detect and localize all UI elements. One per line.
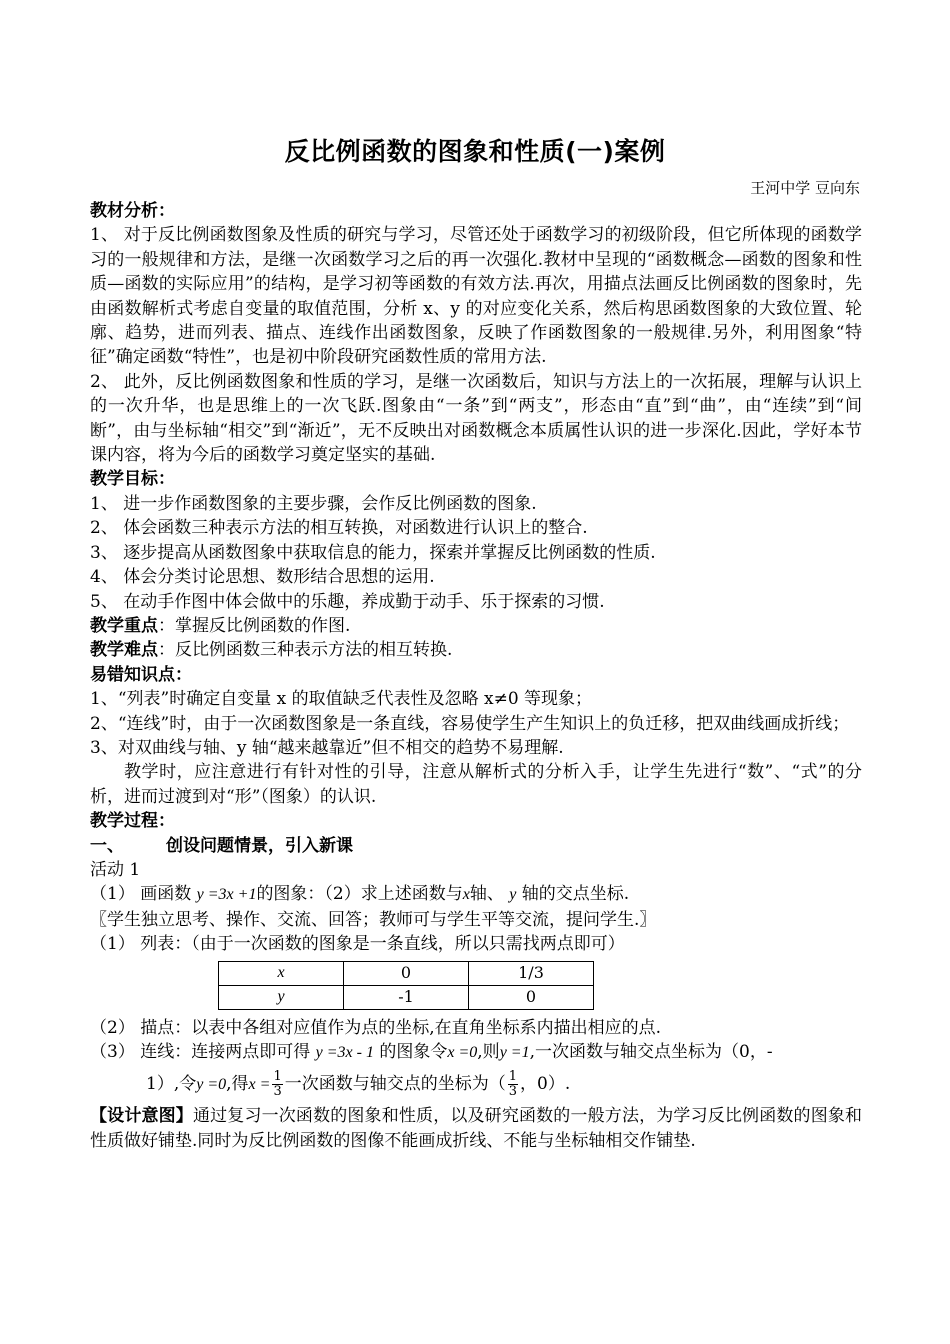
equation: x =0 — [447, 1044, 478, 1061]
mistake-item: 2、“连线”时，由于一次函数图象是一条直线，容易使学生产生知识上的负迁移，把双曲线画成折线； — [90, 713, 850, 734]
fraction-denominator: 3 — [508, 1084, 518, 1100]
goal-item: 1、 进一步作函数图象的主要步骤，会作反比例函数的图象. — [90, 493, 537, 514]
teaching-note: 教学时，应注意进行有针对性的引导，注意从解析式的分析入手，让学生先进行“数”、“式”的分析，进而过渡到对“形”（图象）的认识. — [90, 762, 862, 807]
difficult-point-text: ：反比例函数三种表示方法的相互转换. — [158, 640, 453, 661]
step-text: ,得 — [226, 1074, 249, 1095]
table-row — [219, 961, 594, 985]
difficult-point — [90, 638, 862, 662]
fraction-one-third — [272, 1070, 282, 1099]
table-cell: -1 — [344, 985, 469, 1009]
question-text: 轴的交点坐标. — [521, 884, 630, 905]
document-title: 反比例函数的图象和性质(一)案例 — [284, 137, 666, 166]
goal-item: 3、 逐步提高从函数图象中获取信息的能力，探索并掌握反比例函数的性质. — [90, 542, 656, 563]
goal-item: 4、 体会分类讨论思想、数形结合思想的运用. — [90, 567, 435, 588]
key-point-label: 教学重点 — [90, 615, 158, 636]
subsection-heading — [90, 834, 862, 858]
variable-y: y — [509, 886, 517, 904]
step-list-table: （1） 列表：（由于一次函数的图象是一条直线，所以只需找两点即可） — [90, 934, 625, 955]
paragraph-analysis-1: 1、 对于反比例函数图象及性质的研究与学习，尽管还处于函数学习的初级阶段，但它所体现的函数学习的一般规律和方法，是继一次函数学习之后的再一次强化.教材中呈现的“函数概念—函数的图象和性质—函数的实际应用”的结构，是学习初等函数的有效方法.再次，用描点法画反比例函数的图象时，先由函数解析式考虑自变量的取值范围，分析 x、y 的对应变化关系，然后构思函数图象的大致位置、轮廓、趋势，进而列表、描点、连线作出函数图象，反映了作函数图象的一般规律.另外，利用图象“特征”确定函数“特性”，也是初中阶段研究函数性质的常用方法. — [90, 225, 862, 368]
step-text: （3） 连线：连接两点即可得 — [90, 1042, 311, 1062]
question-text: 轴、 — [469, 884, 504, 905]
section-heading-process: 教学过程： — [90, 811, 175, 832]
equation: x = — [248, 1076, 271, 1094]
table-cell: 0 — [469, 985, 594, 1009]
step-text: ,一次函数与轴交点坐标为（0，- — [529, 1042, 773, 1062]
table-cell: y — [219, 985, 344, 1009]
step-text: ，0）. — [520, 1074, 571, 1095]
question-text: 的图象：（2）求上述函数与 — [256, 884, 463, 905]
step-connect-continued — [90, 1065, 862, 1104]
design-intent — [90, 1104, 862, 1153]
subsection-number: 一、 — [90, 835, 124, 856]
section-heading-goals: 教学目标： — [90, 469, 175, 490]
table-cell: x — [219, 961, 344, 985]
step-text: 的图象令 — [379, 1042, 448, 1062]
guide-note: 〖学生独立思考、操作、交流、回答；教师可与学生平等交流，提问学生.〗 — [90, 909, 657, 930]
question-text: （1） 画函数 — [90, 884, 192, 905]
section-heading-analysis: 教材分析： — [90, 201, 175, 221]
fraction-numerator: 1 — [273, 1069, 282, 1085]
step-connect — [90, 1040, 862, 1065]
fraction-one-third — [508, 1070, 518, 1099]
subsection-title: 创设问题情景，引入新课 — [166, 835, 353, 856]
mistake-item: 3、对双曲线与轴、y 轴“越来越靠近”但不相交的趋势不易理解. — [90, 737, 564, 758]
design-intent-label: 【设计意图】 — [90, 1106, 193, 1127]
goal-item: 5、 在动手作图中体会做中的乐趣，养成勤于动手、乐于探索的习惯. — [90, 591, 605, 612]
key-point-text: ：掌握反比例函数的作图. — [158, 615, 351, 636]
table-cell: 1/3 — [469, 961, 594, 985]
author-line: 王河中学 豆向东 — [750, 179, 860, 197]
step-plot-points: （2） 描点：以表中各组对应值作为点的坐标,在直角坐标系内描出相应的点. — [90, 1017, 662, 1038]
equation: y =3x +1 — [196, 886, 257, 904]
step-text: ,则 — [477, 1042, 500, 1062]
value-table — [218, 961, 594, 1010]
equation: y =0 — [196, 1076, 227, 1094]
mistake-item: 1、“列表”时确定自变量 x 的取值缺乏代表性及忽略 x≠0 等现象； — [90, 689, 593, 710]
document-body — [90, 199, 862, 1153]
activity-label: 活动 1 — [90, 859, 141, 880]
difficult-point-label: 教学难点 — [90, 640, 158, 661]
design-intent-text: 通过复习一次函数的图象和性质，以及研究函数的一般方法，为学习反比例函数的图象和性质做好铺垫.同时为反比例函数的图像不能画成折线、不能与坐标轴相交作铺垫. — [90, 1106, 863, 1151]
table-cell: 0 — [344, 961, 469, 985]
equation: y =3x - 1 — [315, 1044, 374, 1061]
equation: y =1 — [499, 1044, 530, 1061]
goal-item: 2、 体会函数三种表示方法的相互转换，对函数进行认识上的整合. — [90, 518, 588, 539]
fraction-numerator: 1 — [508, 1069, 518, 1085]
step-text: 1）,令 — [146, 1074, 197, 1095]
step-text: 一次函数与轴交点的坐标为（ — [284, 1074, 506, 1095]
fraction-denominator: 3 — [273, 1084, 282, 1100]
table-row — [219, 985, 594, 1009]
activity-question — [90, 882, 862, 907]
section-heading-mistakes: 易错知识点： — [90, 664, 192, 685]
key-point — [90, 614, 862, 638]
paragraph-analysis-2: 2、 此外，反比例函数图象和性质的学习，是继一次函数后，知识与方法上的一次拓展，理解与认识上的一次升华，也是思维上的一次飞跃.图象由“一条”到“两支”，形态由“直”到“曲”，由“连续”到“间断”，由与坐标轴“相交”到“渐近”，无不反映出对函数概念本质属性认识的进一步深化.因此，学好本节课内容，将为今后的函数学习奠定坚实的基础. — [90, 371, 862, 466]
variable-x: x — [462, 886, 470, 904]
